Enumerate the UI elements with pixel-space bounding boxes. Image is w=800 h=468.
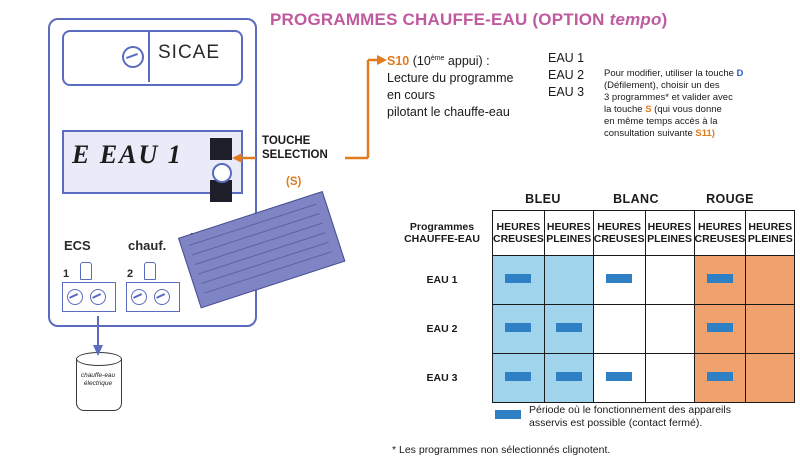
panel-divider: [148, 30, 150, 82]
cell-r2-c2: [593, 354, 645, 403]
lcd-value: E EAU 1: [72, 140, 183, 169]
modif-line-3: 3 programmes* et valider avec: [604, 92, 733, 103]
cell-r1-c5: [746, 305, 795, 354]
legend-mark-icon: [495, 410, 521, 419]
col-2-l2: CREUSES: [593, 233, 645, 245]
col-5-l2: PLEINES: [747, 233, 793, 245]
terminal-number-2: 2: [127, 268, 134, 280]
row-label: EAU 3: [392, 354, 493, 403]
cell-r1-c0: [493, 305, 545, 354]
column-header: [645, 211, 694, 256]
label-ecs: ECS: [64, 238, 91, 253]
cell-r0-c0: [493, 256, 545, 305]
cell-r0-c3: [645, 256, 694, 305]
cell-r1-c2: [593, 305, 645, 354]
s10-line-1: [387, 50, 547, 70]
modif-code-s11: S11): [695, 128, 715, 139]
period-mark: [707, 323, 733, 332]
footnote: * Les programmes non sélectionnés clignotent.: [392, 444, 611, 456]
button-d[interactable]: [210, 138, 232, 160]
s10-code: S10: [387, 54, 410, 69]
brand-label: SICAE: [158, 42, 221, 63]
terminal-number-1: 1: [63, 268, 70, 280]
period-mark: [505, 323, 531, 332]
period-mark: [707, 274, 733, 283]
page-title-close: ): [661, 10, 668, 29]
table-row: [392, 305, 795, 354]
table-row: [392, 354, 795, 403]
eau-item-1: EAU 1: [548, 51, 585, 65]
row-label: EAU 1: [392, 256, 493, 305]
table-corner-label: [392, 211, 493, 256]
column-header: [544, 211, 593, 256]
cell-r2-c1: [544, 354, 593, 403]
column-header: [493, 211, 545, 256]
legend-text: [529, 404, 789, 430]
modif-line-1: [604, 68, 794, 80]
modif-key-d: D: [736, 68, 744, 79]
modification-note: [604, 68, 794, 140]
page-title: [270, 10, 790, 30]
period-mark: [556, 372, 582, 381]
col-0-l1: HEURES: [496, 221, 541, 233]
period-mark: [606, 274, 632, 283]
col-4-l2: CREUSES: [694, 233, 746, 245]
s10-line-3: en cours: [387, 88, 435, 103]
col-2-l1: HEURES: [597, 221, 642, 233]
modif-line-1-text: Pour modifier, utiliser la touche: [604, 68, 737, 79]
s10-sup: ème: [430, 55, 445, 62]
water-heater-label: chauffe-eau électrique: [80, 372, 116, 387]
s10-paren: (10: [412, 54, 431, 69]
s10-paren-end: appui) :: [444, 54, 490, 69]
row-label: EAU 2: [392, 305, 493, 354]
modif-line-6-text: consultation suivante: [604, 128, 696, 139]
annotation-touche-selection: TOUCHE SELECTION: [262, 135, 328, 161]
modif-line-2: (Défilement), choisir un des: [604, 80, 720, 91]
cell-r0-c5: [746, 256, 795, 305]
table-header-row: [392, 211, 795, 256]
corner-line-2: CHAUFFE-EAU: [404, 233, 480, 245]
cell-r2-c0: [493, 354, 545, 403]
annotation-touche-code: (S): [286, 176, 302, 188]
col-5-l1: HEURES: [748, 221, 793, 233]
column-header: [746, 211, 795, 256]
col-3-l2: PLEINES: [647, 233, 692, 245]
cell-r0-c2: [593, 256, 645, 305]
col-0-l2: CREUSES: [493, 233, 544, 245]
plug-icon-2: [144, 262, 156, 280]
table-row: [392, 256, 795, 305]
period-mark: [505, 372, 531, 381]
corner-line-1: Programmes: [409, 221, 475, 233]
group-header-blanc: BLANC: [613, 192, 659, 206]
modif-line-4: [604, 104, 794, 116]
button-selection-s[interactable]: [212, 163, 232, 183]
terminal-screw-4: [154, 289, 170, 305]
cell-r0-c4: [694, 256, 746, 305]
group-header-rouge: ROUGE: [706, 192, 754, 206]
column-header: [593, 211, 645, 256]
cell-r2-c3: [645, 354, 694, 403]
terminal-screw-3: [131, 289, 147, 305]
eau-program-list: [548, 50, 600, 101]
col-4-l1: HEURES: [698, 221, 742, 233]
period-mark: [606, 372, 632, 381]
s10-description: [387, 50, 547, 121]
programs-table: [392, 210, 795, 403]
modif-key-s: S: [645, 104, 652, 115]
modif-line-5: en même temps accès à la: [604, 116, 718, 127]
modif-line-4-tail: (qui vous donne: [651, 104, 722, 115]
period-mark: [707, 372, 733, 381]
legend-line-2: asservis est possible (contact fermé).: [529, 417, 703, 429]
col-3-l1: HEURES: [647, 221, 692, 233]
col-1-l2: PLEINES: [546, 233, 592, 245]
screw-icon: [122, 46, 144, 68]
terminal-screw-2: [90, 289, 106, 305]
label-chauf: chauf.: [128, 238, 167, 253]
cell-r1-c3: [645, 305, 694, 354]
period-mark: [556, 323, 582, 332]
page-title-italic: tempo: [609, 10, 662, 29]
modif-line-6: [604, 128, 794, 140]
s10-line-4: pilotant le chauffe-eau: [387, 105, 510, 120]
button-secondary[interactable]: [210, 180, 232, 202]
terminal-screw-1: [67, 289, 83, 305]
eau-item-3: EAU 3: [548, 85, 585, 99]
cell-r2-c4: [694, 354, 746, 403]
page-title-main: PROGRAMMES CHAUFFE-EAU (OPTION: [270, 10, 610, 29]
group-header-bleu: BLEU: [525, 192, 561, 206]
modif-line-4-text: la touche: [604, 104, 646, 115]
eau-item-2: EAU 2: [548, 68, 585, 82]
cell-r2-c5: [746, 354, 795, 403]
column-header: [694, 211, 746, 256]
cell-r1-c1: [544, 305, 593, 354]
legend-line-1: Période où le fonctionnement des appareils: [529, 404, 731, 416]
s10-line-2: Lecture du programme: [387, 71, 514, 86]
cell-r1-c4: [694, 305, 746, 354]
cell-r0-c1: [544, 256, 593, 305]
water-heater-top: [76, 352, 122, 366]
plug-icon-1: [80, 262, 92, 280]
table-body: [392, 256, 795, 403]
period-mark: [505, 274, 531, 283]
col-1-l1: HEURES: [546, 221, 591, 233]
